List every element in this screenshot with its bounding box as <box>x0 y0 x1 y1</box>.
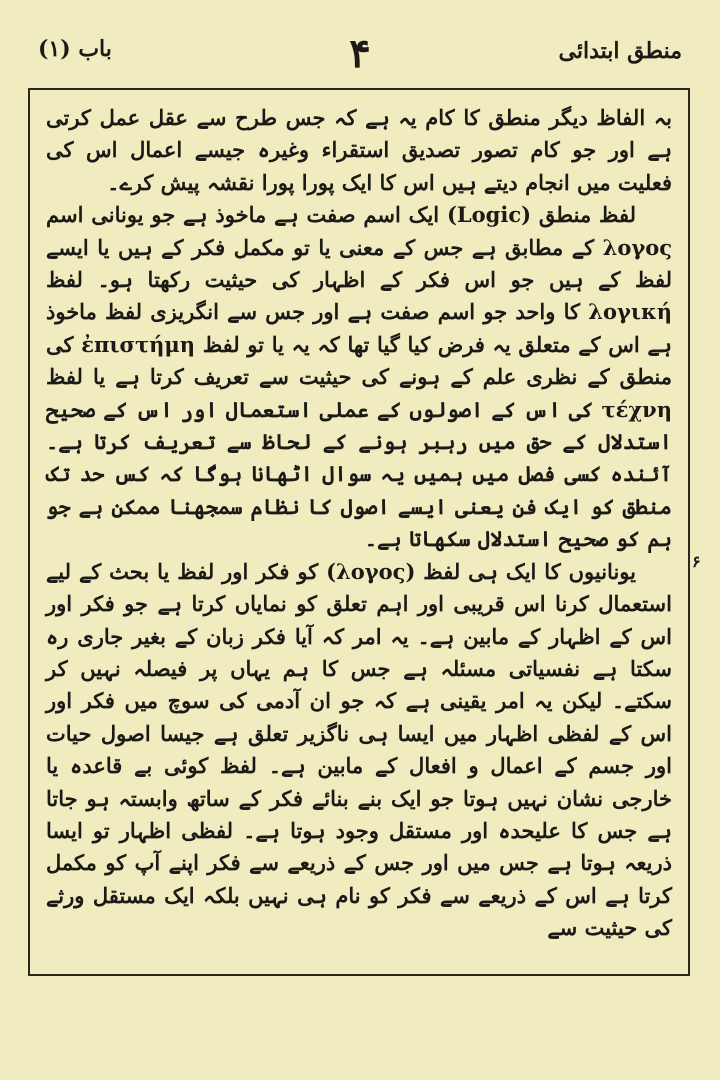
paragraph-1: بہ الفاظ دیگر منطق کا کام یہ ہے کہ جس طرح سے عقل عمل کرتی ہے اور جو کام تصور تصدیق استقراء وغیرہ جیسے اعمال اس کی فعلیت میں انجام دیتے ہیں اس کا ایک پورا پورا نقشہ پیش کرے۔ <box>46 105 672 195</box>
book-title: منطق ابتدائی <box>558 38 682 64</box>
chapter-label: باب (۱) <box>38 36 112 62</box>
page-number: ۴ <box>349 30 371 77</box>
page-header <box>30 30 690 78</box>
paragraph-3: یونانیوں کا ایک ہی لفظ (λογος) کو فکر اور لفظ یا بحث کے لیے استعمال کرنا اس قریبی اور اہم تعلق کو نمایاں کرتا ہے جو فکر اور اس کے اظہار کے مابین ہے۔ یہ امر کہ آیا فکر زبان کے بغیر جاری رہ سکتا ہے نفسیاتی مسئلہ ہے جس کا ہم یہاں پر فیصلہ نہیں کر سکتے۔ لیکن یہ امر یقینی ہے کہ جو ان آدمی کی سوچ میں فکر اور اس کے لفظی اظہار میں ایسا ہی ناگزیر تعلق ہے جیسا اصول حیات اور جسم کے اعمال و افعال کے مابین ہے۔ لفظ کوئی بے قاعدہ یا خارجی نشان نہیں ہوتا جو ایک بنے بنائے فکر کے ساتھ وابستہ ہو جاتا ہے جس کا علیحدہ اور مستقل وجود ہوتا ہے۔ لفظی اظہار تو ایسا ذریعہ ہوتا ہے جس میں اور جس کے ذریعے سے فکر اپنے آپ کو مکمل کرتا ہے اس کے ذریعے سے فکر کو نام ہی نہیں بلکہ ایک مستقل ورثے کی حیثیت سے <box>46 558 672 941</box>
paragraph-2: لفظ منطق (Logic) ایک اسم صفت ہے ماخوذ ہے جو یونانی اسم λογος کے مطابق ہے جس کے معنی یا تو مکمل فکر کے ہیں یا ایسے لفظ کے ہیں جو اس فکر کے اظہار کی حیثیت رکھتا ہو۔ لفظ λογική کا واحد جو اسم صفت ہے اور جس سے انگریزی لفظ ماخوذ ہے اس کے متعلق یہ فرض کیا گیا تھا کہ یہ یا تو لفظ ἐπιστήμη کی منطق کے نظری علم کے ہونے کی حیثیت سے تعریف کرتا ہے یا لفظ τέχνη کی اس کے اصولوں کے عملی استعمال اور اس کے صحیح استدلال کے حق میں رہبر ہونے کے لحاظ سے تعریف کرتا ہے۔ آئندہ کسی فصل میں ہمیں یہ سوال اٹھانا ہوگا کہ کس حد تک منطق کو ایک فن یعنی ایسے اصول کا نظام سمجھنا ممکن ہے جو ہم کو صحیح استدلال سکھاتا ہے۔ <box>46 202 672 552</box>
margin-note: ۶ <box>692 552 701 571</box>
text-frame <box>28 88 690 976</box>
body-text <box>46 102 672 945</box>
